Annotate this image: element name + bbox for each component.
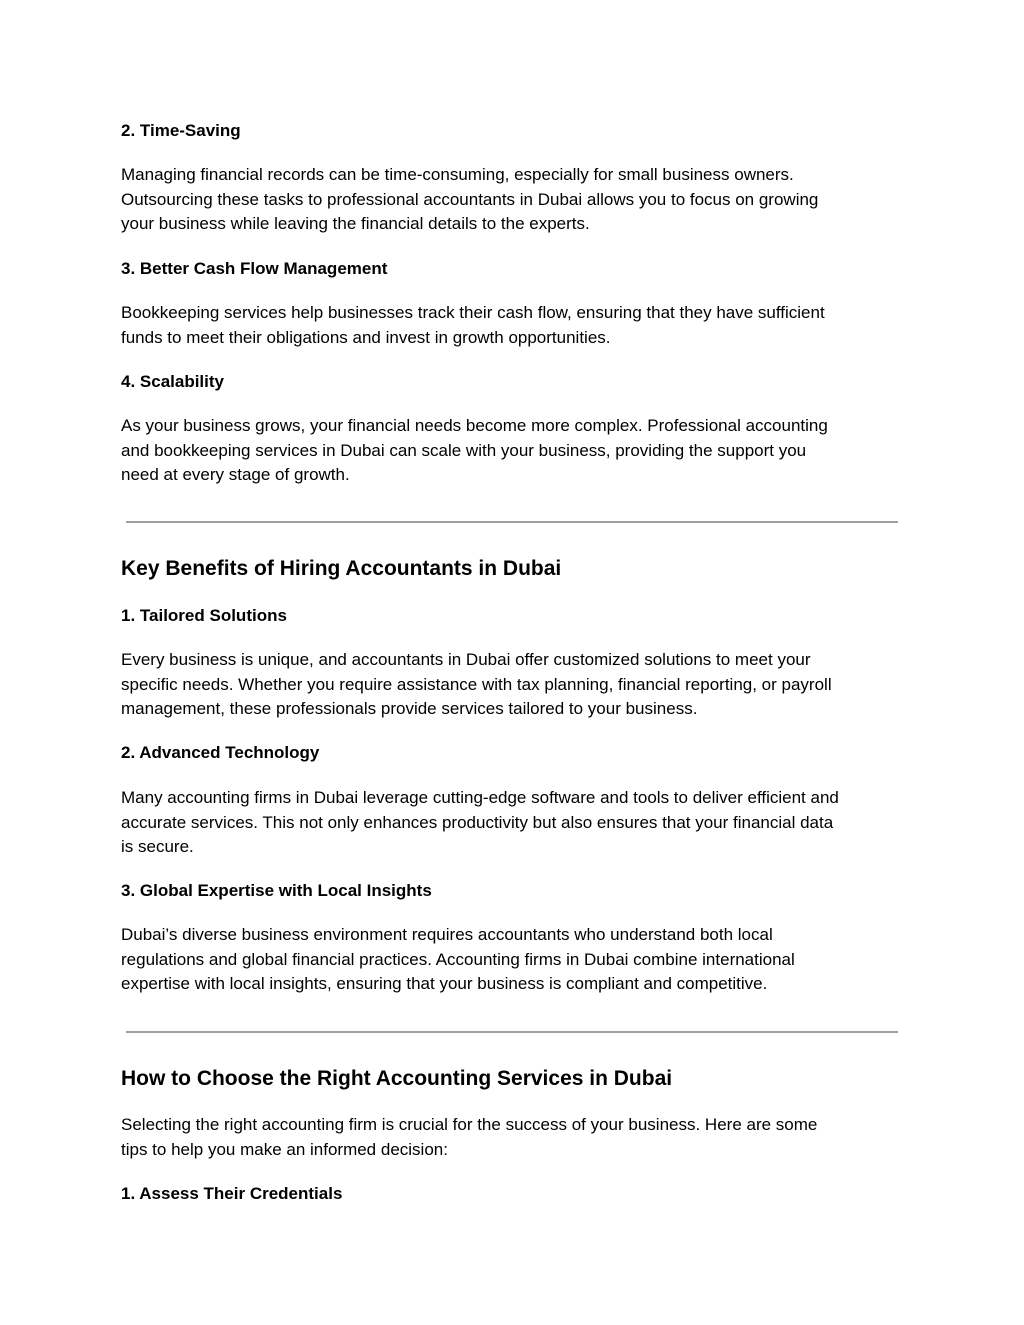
heading-assess-credentials: 1. Assess Their Credentials	[121, 1184, 343, 1203]
paragraph-scalability	[121, 414, 906, 488]
paragraph-line: Many accounting firms in Dubai leverage cutting-edge software and tools to deliver efficient and	[121, 788, 839, 807]
paragraph-line: Outsourcing these tasks to professional accountants in Dubai allows you to focus on growing	[121, 189, 819, 209]
paragraph-time-saving	[121, 163, 906, 237]
horizontal-divider	[126, 521, 898, 523]
heading-global-expertise: 3. Global Expertise with Local Insights	[121, 881, 432, 900]
paragraph-global-expertise	[121, 923, 906, 997]
paragraph-line: Selecting the right accounting firm is crucial for the success of your business. Here are some	[121, 1115, 818, 1134]
paragraph-line: Dubai’s diverse business environment requires accountants who understand both local	[121, 925, 773, 944]
paragraph-line: regulations and global financial practices. Accounting firms in Dubai combine international	[121, 949, 795, 969]
horizontal-divider	[126, 1031, 898, 1033]
heading-scalability: 4. Scalability	[121, 372, 224, 391]
paragraph-line: accurate services. This not only enhances productivity but also ensures that your financial data	[121, 812, 834, 832]
paragraph-line: Managing financial records can be time-consuming, especially for small business owners.	[121, 165, 794, 184]
paragraph-line: funds to meet their obligations and invest in growth opportunities.	[121, 327, 611, 347]
paragraph-line: management, these professionals provide services tailored to your business.	[121, 699, 698, 718]
paragraph-line: tips to help you make an informed decision:	[121, 1139, 448, 1159]
paragraph-line: need at every stage of growth.	[121, 465, 350, 484]
paragraph-line: Bookkeeping services help businesses track their cash flow, ensuring that they have sufficient	[121, 303, 825, 322]
heading-advanced-technology: 2. Advanced Technology	[121, 743, 320, 762]
section-title-key-benefits: Key Benefits of Hiring Accountants in Dubai	[121, 557, 562, 580]
paragraph-line: Every business is unique, and accountants in Dubai offer customized solutions to meet your	[121, 650, 811, 669]
paragraph-choose-intro	[121, 1113, 906, 1162]
paragraph-line: As your business grows, your financial needs become more complex. Professional accounting	[121, 416, 828, 435]
paragraph-line: your business while leaving the financial details to the experts.	[121, 214, 590, 233]
paragraph-line: expertise with local insights, ensuring that your business is compliant and competitive.	[121, 974, 768, 993]
heading-tailored-solutions: 1. Tailored Solutions	[121, 606, 287, 625]
heading-cash-flow: 3. Better Cash Flow Management	[121, 259, 388, 278]
paragraph-line: specific needs. Whether you require assistance with tax planning, financial reporting, or payroll	[121, 674, 832, 694]
paragraph-tailored-solutions	[121, 648, 906, 722]
paragraph-line: and bookkeeping services in Dubai can scale with your business, providing the support you	[121, 440, 807, 460]
paragraph-advanced-technology	[121, 786, 906, 860]
paragraph-line: is secure.	[121, 837, 194, 856]
paragraph-cash-flow	[121, 301, 906, 350]
section-title-how-to-choose: How to Choose the Right Accounting Services in Dubai	[121, 1067, 673, 1090]
heading-time-saving: 2. Time-Saving	[121, 121, 241, 140]
